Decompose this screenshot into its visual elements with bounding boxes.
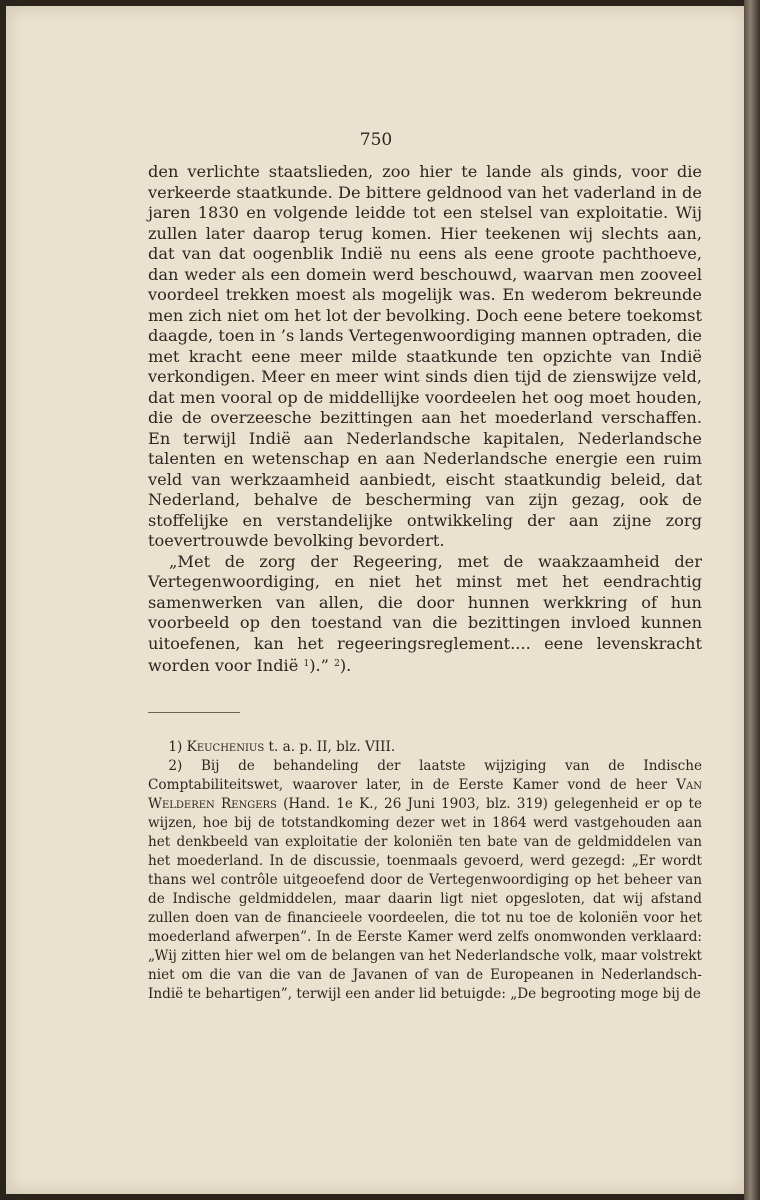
footnote-ref: 2 xyxy=(334,659,340,669)
paragraph-end: ). xyxy=(339,656,352,675)
book-page xyxy=(6,6,746,1194)
main-text xyxy=(148,162,702,677)
footnote-text: (Hand. 1e K., 26 Juni 1903, blz. 319) gelegenheid er op te wijzen, hoe bij de totstandkoming dezer wet in 1864 werd vastgehouden aan het denkbeeld van exploitatie der koloniën ten bate van de geldmiddelen van het moederland. In de discussie, toenmaals gevoerd, werd gezegd: „Er wordt thans wel contrôle uitgeoefend door de Vertegenwoordiging op het beheer van de Indische geldmiddelen, maar daarin ligt niet opgesloten, dat wij afstand zullen doen van de financieele voordeelen, die tot nu toe de koloniën voor het moederland afwerpen”. In de Eerste Kamer werd zelfs onomwonden verklaard: „Wij zitten hier wel om de belangen van het Nederlandsche volk, maar volstrekt niet om die van die van de Javanen of van de Europeanen in Nederlandsch-Indië te behartigen”, terwijl een ander lid betuigde: „De begrooting moge bij de xyxy=(148,796,702,1002)
footnote-marker: 1) xyxy=(168,739,183,755)
page-edge xyxy=(744,0,760,1200)
body-paragraph: den verlichte staatslieden, zoo hier te lande als ginds, voor die verkeerde staatkunde. De bittere geldnood van het vaderland in de jaren 1830 en volgende leidde tot een stelsel van exploitatie. Wij zullen later daarop terug komen. Hier teekenen wij slechts aan, dat van dat oogenblik Indië nu eens als eene groote pachthoeve, dan weder als een domein werd beschouwd, waarvan men zooveel voordeel trekken moest als mogelijk was. En wederom bekreunde men zich niet om het lot der bevolking. Doch eene betere toekomst daagde, toen in ’s lands Vertegenwoordiging mannen optraden, die met kracht eene meer milde staatkunde ten opzichte van Indië verkondigen. Meer en meer wint sinds dien tijd de zienswijze veld, dat men vooral op de middellijke voordeelen het oog moet houden, die de overzeesche bezittingen aan het moederland verschaffen. En terwijl Indië aan Nederlandsche kapitalen, Nederlandsche talenten en wetenschap en aan Nederlandsche energie een ruim veld van werkzaamheid aanbiedt, eischt staatkundig beleid, dat Nederland, behalve de bescherming van zijn gezag, ook de stoffelijke en verstandelijke ontwikkeling der aan zijne zorg toevertrouwde bevolking bevordert. xyxy=(148,162,702,550)
page-number: 750 xyxy=(359,130,393,150)
quote-close: ).” xyxy=(309,656,329,675)
footnote-text: Bij de behandeling der laatste wijziging van de Indische Comptabiliteitswet, waarover later, in de Eerste Kamer vond de heer xyxy=(148,758,702,793)
footnote-divider xyxy=(148,712,240,713)
footnote xyxy=(148,757,702,1004)
author-name: Keuchenius xyxy=(186,739,265,755)
body-paragraph xyxy=(148,552,702,677)
footnote-ref: 1 xyxy=(303,659,310,669)
person-name: Van Welderen Rengers xyxy=(148,777,702,812)
footnotes xyxy=(148,738,702,1004)
footnote-marker: 2) xyxy=(168,758,183,774)
quote-text: „Met de zorg der Regeering, met de waakzaamheid der Vertegenwoordiging, en niet het minst met het eendrachtig samenwerken van allen, die door hunnen werkkring of hun voorbeeld op den toestand van die bezittingen invloed kunnen uitoefenen, kan het regeeringsreglement.... eene levenskracht worden voor Indië xyxy=(148,551,702,675)
footnote xyxy=(148,738,702,757)
footnote-text: t. a. p. II, blz. VIII. xyxy=(268,739,396,755)
